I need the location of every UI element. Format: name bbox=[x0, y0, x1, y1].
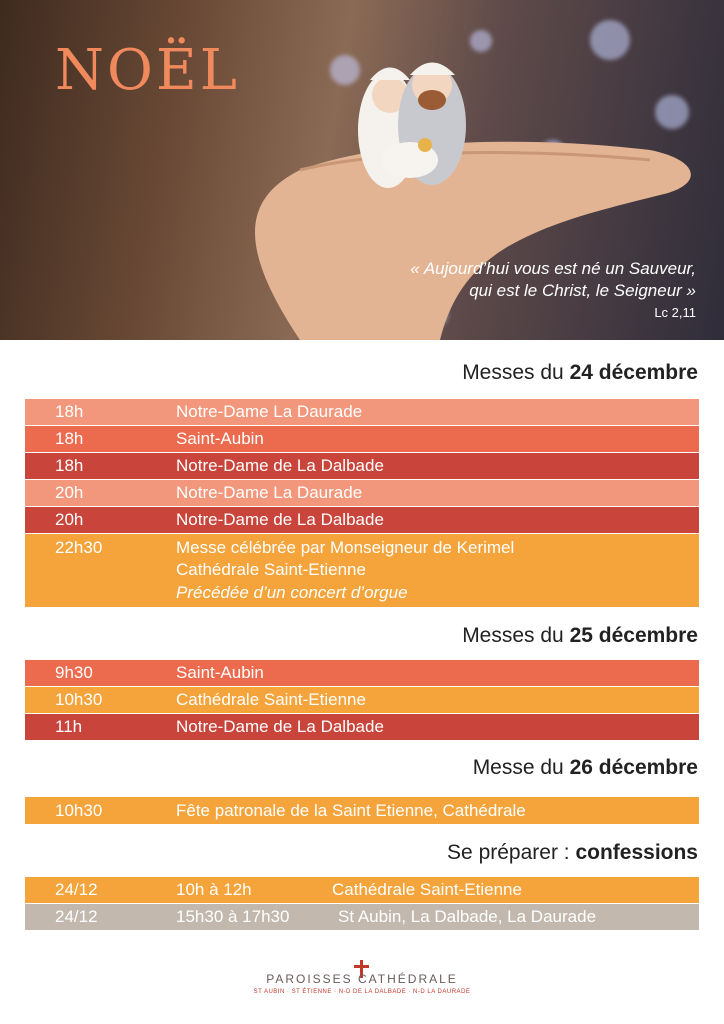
footer-logo bbox=[0, 960, 724, 995]
row-place: Saint-Aubin bbox=[176, 663, 264, 682]
section-heading-24 bbox=[462, 361, 698, 385]
row-time: 11h bbox=[55, 717, 83, 736]
row-time: 22h30 bbox=[55, 538, 103, 557]
row-date: 24/12 bbox=[55, 907, 98, 926]
row-place: Messe célébrée par Monseigneur de Kerimel bbox=[176, 538, 515, 557]
schedule-row bbox=[25, 507, 699, 533]
quote-reference: Lc 2,11 bbox=[654, 305, 696, 320]
section-prefix: Messes du bbox=[462, 624, 570, 647]
hero-image bbox=[0, 0, 724, 340]
schedule-row bbox=[25, 534, 699, 607]
section-title: confessions bbox=[575, 841, 698, 864]
section-prefix: Messes du bbox=[462, 361, 570, 384]
row-time: 18h bbox=[55, 402, 84, 421]
page-title: NOËL bbox=[55, 38, 240, 103]
quote-line: « Aujourd’hui vous est né un Sauveur, bbox=[410, 259, 696, 278]
schedule-row bbox=[25, 660, 699, 686]
row-time: 20h bbox=[55, 510, 84, 529]
section-date: 26 décembre bbox=[569, 756, 698, 779]
section-heading-confessions bbox=[447, 841, 698, 865]
schedule-row bbox=[25, 797, 699, 824]
row-place: Notre-Dame de La Dalbade bbox=[176, 456, 384, 475]
confession-row bbox=[25, 904, 699, 930]
quote-line: qui est le Christ, le Seigneur » bbox=[469, 281, 696, 300]
row-place: Notre-Dame La Daurade bbox=[176, 402, 363, 421]
section-heading-26 bbox=[473, 756, 698, 780]
schedule-row bbox=[25, 714, 699, 740]
row-time: 18h bbox=[55, 429, 84, 448]
row-hours: 10h à 12h bbox=[176, 880, 252, 899]
row-place: Saint-Aubin bbox=[176, 429, 264, 448]
section-date: 25 décembre bbox=[569, 624, 698, 647]
row-place: Notre-Dame de La Dalbade bbox=[176, 510, 384, 529]
row-place-note: Précédée d’un concert d’orgue bbox=[176, 583, 408, 602]
row-time: 10h30 bbox=[55, 690, 103, 709]
section-heading-25 bbox=[462, 624, 698, 648]
schedule-row bbox=[25, 687, 699, 713]
section-date: 24 décembre bbox=[569, 361, 698, 384]
row-date: 24/12 bbox=[55, 880, 98, 899]
bible-quote bbox=[410, 258, 696, 324]
row-place-detail: Cathédrale Saint-Etienne bbox=[176, 560, 366, 579]
row-place: St Aubin, La Dalbade, La Daurade bbox=[338, 907, 597, 926]
schedule-row bbox=[25, 453, 699, 479]
section-prefix: Messe du bbox=[472, 756, 570, 779]
schedule-row bbox=[25, 426, 699, 452]
row-place: Notre-Dame de La Dalbade bbox=[176, 717, 384, 736]
row-time: 9h30 bbox=[55, 663, 93, 682]
row-hours: 15h30 à 17h30 bbox=[176, 907, 290, 926]
row-time: 10h30 bbox=[55, 801, 103, 820]
row-place: Notre-Dame La Daurade bbox=[176, 483, 363, 502]
schedule-row bbox=[25, 399, 699, 425]
row-time: 18h bbox=[55, 456, 84, 475]
confession-row bbox=[25, 877, 699, 903]
footer-subtitle: ST AUBIN · ST ÉTIENNE · N-D DE LA DALBADE · N-D LA DAURADE bbox=[253, 989, 471, 995]
footer-brand: PAROISSES CATHÉDRALE bbox=[266, 972, 458, 986]
row-place: Cathédrale Saint-Etienne bbox=[176, 690, 366, 709]
row-place: Cathédrale Saint-Etienne bbox=[332, 880, 522, 899]
row-place: Fête patronale de la Saint Etienne, Cathédrale bbox=[176, 801, 526, 820]
row-time: 20h bbox=[55, 483, 84, 502]
schedule-row bbox=[25, 480, 699, 506]
section-prefix: Se préparer : bbox=[447, 841, 576, 864]
